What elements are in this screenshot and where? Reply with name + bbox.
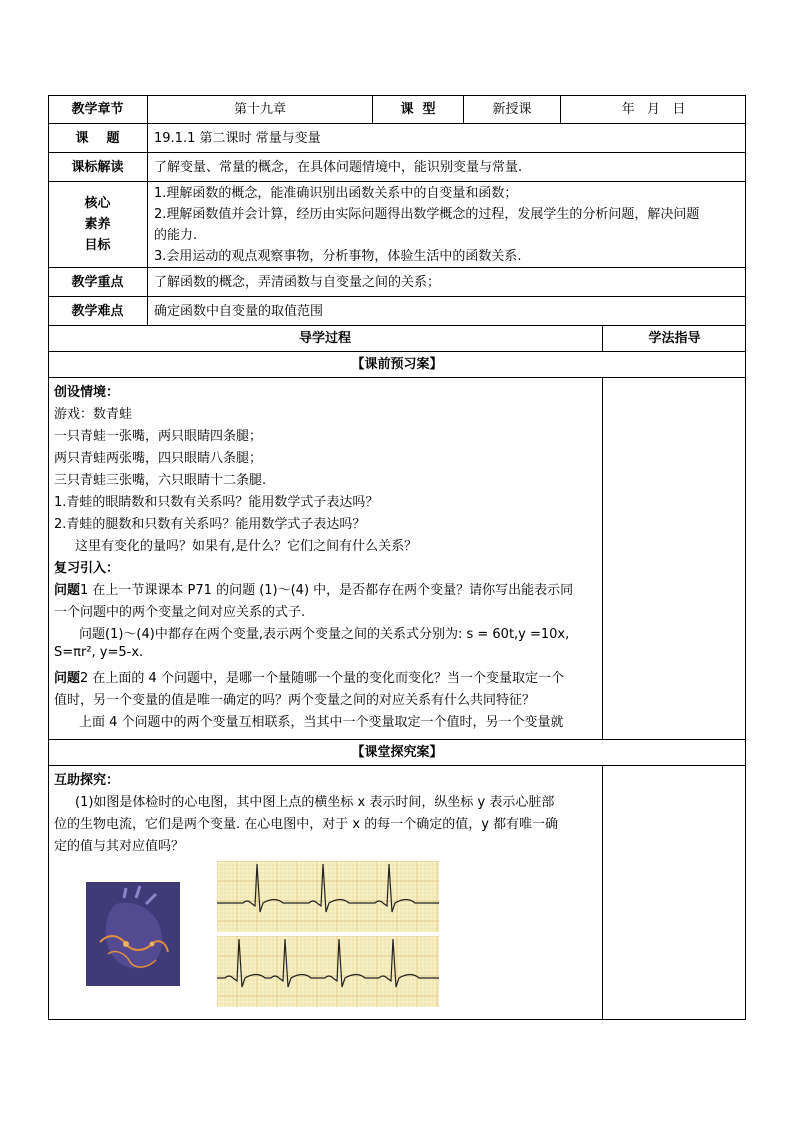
method-header: 学法指导 bbox=[648, 331, 701, 346]
topic-value: 19.1.1 第二课时 常量与变量 bbox=[154, 131, 321, 146]
key-value: 了解函数的概念，弄清函数与自变量之间的关系； bbox=[154, 275, 441, 290]
question-2: 2.青蛙的腿数和只数有关系吗？能用数学式子表达吗？ bbox=[54, 517, 366, 532]
type-value: 新授课 bbox=[492, 102, 532, 117]
question-3: 这里有变化的量吗？如果有,是什么？它们之间有什么关系？ bbox=[75, 539, 418, 554]
problem-2-text: 2 在上面的 4 个问题中，是哪一个量随哪一个量的变化而变化？当一个变量取定一个 bbox=[80, 671, 564, 686]
explore-banner: 【课堂探究案】 bbox=[351, 745, 443, 760]
difficulty-label: 教学难点 bbox=[71, 304, 124, 319]
core-goal-3: 3.会用运动的观点观察事物，分析事物，体验生活中的函数关系. bbox=[154, 249, 522, 264]
row-divider bbox=[48, 296, 746, 297]
problem-2 bbox=[54, 667, 564, 686]
explore-text: (1)如图是体检时的心电图，其中图上点的横坐标 x 表示时间，纵坐标 y 表示心脏部 bbox=[75, 795, 555, 810]
date-field: 年 月 日 bbox=[621, 102, 686, 117]
standard-label: 课标解读 bbox=[71, 160, 124, 175]
row-divider bbox=[48, 181, 746, 182]
row-divider bbox=[48, 325, 746, 326]
rhyme-line: 三只青蛙三张嘴，六只眼睛十二条腿. bbox=[54, 473, 267, 488]
problem-2-cont: 值时，另一个变量的值是唯一确定的吗？两个变量之间的对应关系有什么共同特征？ bbox=[54, 693, 536, 708]
core-goal-2-cont: 的能力. bbox=[154, 228, 198, 243]
problem-2-answer: 上面 4 个问题中的两个变量互相联系，当其中一个变量取定一个值时，另一个变量就 bbox=[79, 715, 564, 730]
problem-1-text: 1 在上一节课课本 P71 的问题 (1)～(4) 中，是否都存在两个变量？请你写出能表示同 bbox=[80, 583, 574, 598]
ecg-strip bbox=[217, 861, 439, 932]
core-label-line: 核心 bbox=[84, 196, 111, 211]
ecg-strip bbox=[217, 936, 439, 1007]
problem-1-cont: 一个问题中的两个变量之间对应关系的式子. bbox=[54, 605, 306, 620]
core-goal-1: 1.理解函数的概念，能准确识别出函数关系中的自变量和函数； bbox=[154, 186, 518, 201]
core-label-line: 素养 bbox=[84, 217, 111, 232]
row-divider bbox=[48, 377, 746, 378]
explore-text: 定的值与其对应值吗？ bbox=[54, 839, 185, 854]
difficulty-value: 确定函数中自变量的取值范围 bbox=[154, 304, 324, 319]
row-divider bbox=[48, 351, 746, 352]
problem-1-label: 问题 bbox=[54, 583, 81, 598]
chapter-label: 教学章节 bbox=[71, 102, 124, 117]
row-divider bbox=[48, 123, 746, 124]
row-divider bbox=[48, 765, 746, 766]
preview-banner: 【课前预习案】 bbox=[351, 357, 443, 372]
standard-value: 了解变量、常量的概念，在具体问题情境中，能识别变量与常量. bbox=[154, 160, 523, 175]
row-divider bbox=[48, 739, 746, 740]
topic-label: 课 题 bbox=[75, 131, 120, 146]
column-divider bbox=[602, 377, 603, 739]
problem-2-label: 问题 bbox=[54, 671, 81, 686]
process-header: 导学过程 bbox=[298, 331, 351, 346]
problem-1-answer: 问题(1)～(4)中都存在两个变量,表示两个变量之间的关系式分别为: s = 60t,y =10x, bbox=[79, 627, 570, 642]
key-label: 教学重点 bbox=[71, 275, 124, 290]
problem-1-answer-cont: S=πr², y=5-x. bbox=[54, 645, 144, 660]
question-1: 1.青蛙的眼睛数和只数有关系吗？能用数学式子表达吗？ bbox=[54, 495, 379, 510]
core-label-line: 目标 bbox=[84, 238, 111, 253]
rhyme-line: 两只青蛙两张嘴，四只眼睛八条腿； bbox=[54, 451, 263, 466]
scenario-title: 创设情境： bbox=[54, 385, 120, 400]
explore-title: 互助探究： bbox=[54, 773, 120, 788]
type-label: 课 型 bbox=[400, 102, 436, 117]
row-divider bbox=[48, 152, 746, 153]
core-goal-2: 2.理解函数值并会计算，经历由实际问题得出数学概念的过程，发展学生的分析问题，解决问题 bbox=[154, 207, 700, 222]
review-title: 复习引入： bbox=[54, 561, 120, 576]
chapter-value: 第十九章 bbox=[233, 102, 286, 117]
explore-text: 位的生物电流，它们是两个变量. 在心电图中，对于 x 的每一个确定的值，y 都有唯一确 bbox=[54, 817, 559, 832]
heart-illustration bbox=[86, 882, 180, 986]
problem-1 bbox=[54, 579, 573, 598]
row-divider bbox=[48, 267, 746, 268]
game-title: 游戏：数青蛙 bbox=[54, 407, 133, 422]
column-divider bbox=[602, 765, 603, 1020]
column-divider bbox=[147, 95, 148, 325]
rhyme-line: 一只青蛙一张嘴，两只眼睛四条腿； bbox=[54, 429, 263, 444]
